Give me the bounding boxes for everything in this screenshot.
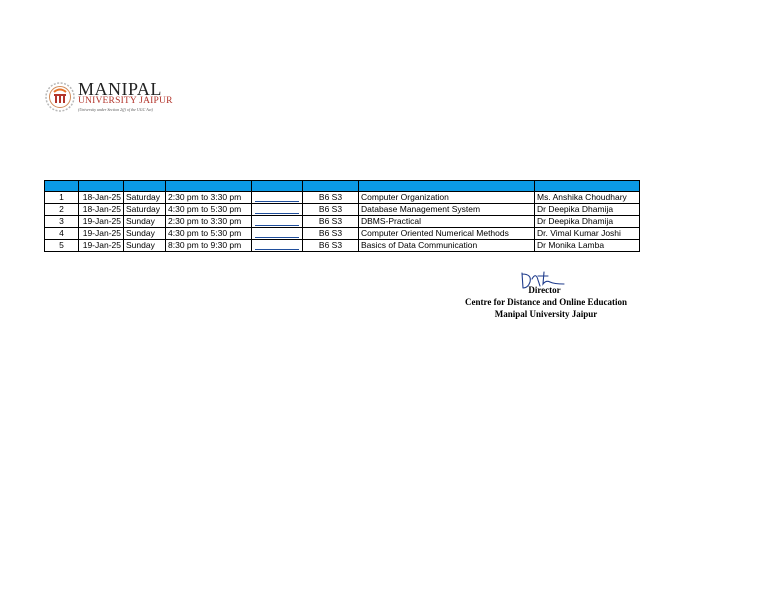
serial-cell: 1 (45, 192, 79, 204)
time-cell: 4:30 pm to 5:30 pm (166, 228, 252, 240)
code-cell: B6 S3 (303, 216, 359, 228)
signatory-university: Manipal University Jaipur (494, 309, 598, 319)
serial-cell: 5 (45, 240, 79, 252)
signature-block (455, 271, 637, 320)
exam-schedule-table (44, 180, 640, 252)
time-cell: 4:30 pm to 5:30 pm (166, 204, 252, 216)
subject-cell: Basics of Data Communication (359, 240, 535, 252)
subject-cell: Computer Organization (359, 192, 535, 204)
day-cell: Sunday (124, 240, 166, 252)
faculty-cell: Dr Monika Lamba (535, 240, 640, 252)
table-row (45, 228, 640, 240)
subject-cell: Computer Oriented Numerical Methods (359, 228, 535, 240)
faculty-cell: Dr Deepika Dhamija (535, 216, 640, 228)
table-row (45, 192, 640, 204)
signatory-department: Centre for Distance and Online Education (465, 297, 627, 307)
table-header-row (45, 181, 640, 192)
faculty-cell: Dr Deepika Dhamija (535, 204, 640, 216)
signatory-title: Director (528, 285, 561, 295)
header-cell (166, 181, 252, 192)
header-cell (359, 181, 535, 192)
code-cell: B6 S3 (303, 228, 359, 240)
day-cell: Saturday (124, 192, 166, 204)
serial-cell: 4 (45, 228, 79, 240)
blank-cell (252, 216, 303, 228)
blank-underline (255, 217, 299, 226)
time-cell: 2:30 pm to 3:30 pm (166, 216, 252, 228)
date-cell: 19-Jan-25 (79, 228, 124, 240)
university-emblem-icon (44, 81, 76, 113)
date-cell: 18-Jan-25 (79, 192, 124, 204)
code-cell: B6 S3 (303, 204, 359, 216)
date-cell: 19-Jan-25 (79, 216, 124, 228)
day-cell: Saturday (124, 204, 166, 216)
logo-tagline: (University under Section 2(f) of the UGC Act) (78, 107, 153, 112)
blank-underline (255, 205, 299, 214)
day-cell: Sunday (124, 216, 166, 228)
time-cell: 8:30 pm to 9:30 pm (166, 240, 252, 252)
blank-cell (252, 228, 303, 240)
blank-underline (255, 241, 299, 250)
header-cell (124, 181, 166, 192)
date-cell: 18-Jan-25 (79, 204, 124, 216)
serial-cell: 2 (45, 204, 79, 216)
blank-cell (252, 240, 303, 252)
date-cell: 19-Jan-25 (79, 240, 124, 252)
code-cell: B6 S3 (303, 192, 359, 204)
header-cell (535, 181, 640, 192)
blank-cell (252, 192, 303, 204)
header-cell (303, 181, 359, 192)
table-row (45, 216, 640, 228)
university-logo (44, 79, 174, 115)
time-cell: 2:30 pm to 3:30 pm (166, 192, 252, 204)
header-cell (252, 181, 303, 192)
code-cell: B6 S3 (303, 240, 359, 252)
blank-underline (255, 229, 299, 238)
logo-name: MANIPAL (78, 79, 162, 99)
blank-cell (252, 204, 303, 216)
subject-cell: Database Management System (359, 204, 535, 216)
subject-cell: DBMS-Practical (359, 216, 535, 228)
table-row (45, 240, 640, 252)
header-cell (79, 181, 124, 192)
header-cell (45, 181, 79, 192)
blank-underline (255, 193, 299, 202)
serial-cell: 3 (45, 216, 79, 228)
logo-subtitle: UNIVERSITY JAIPUR (78, 96, 173, 106)
day-cell: Sunday (124, 228, 166, 240)
table-row (45, 204, 640, 216)
faculty-cell: Dr. Vimal Kumar Joshi (535, 228, 640, 240)
faculty-cell: Ms. Anshika Choudhary (535, 192, 640, 204)
